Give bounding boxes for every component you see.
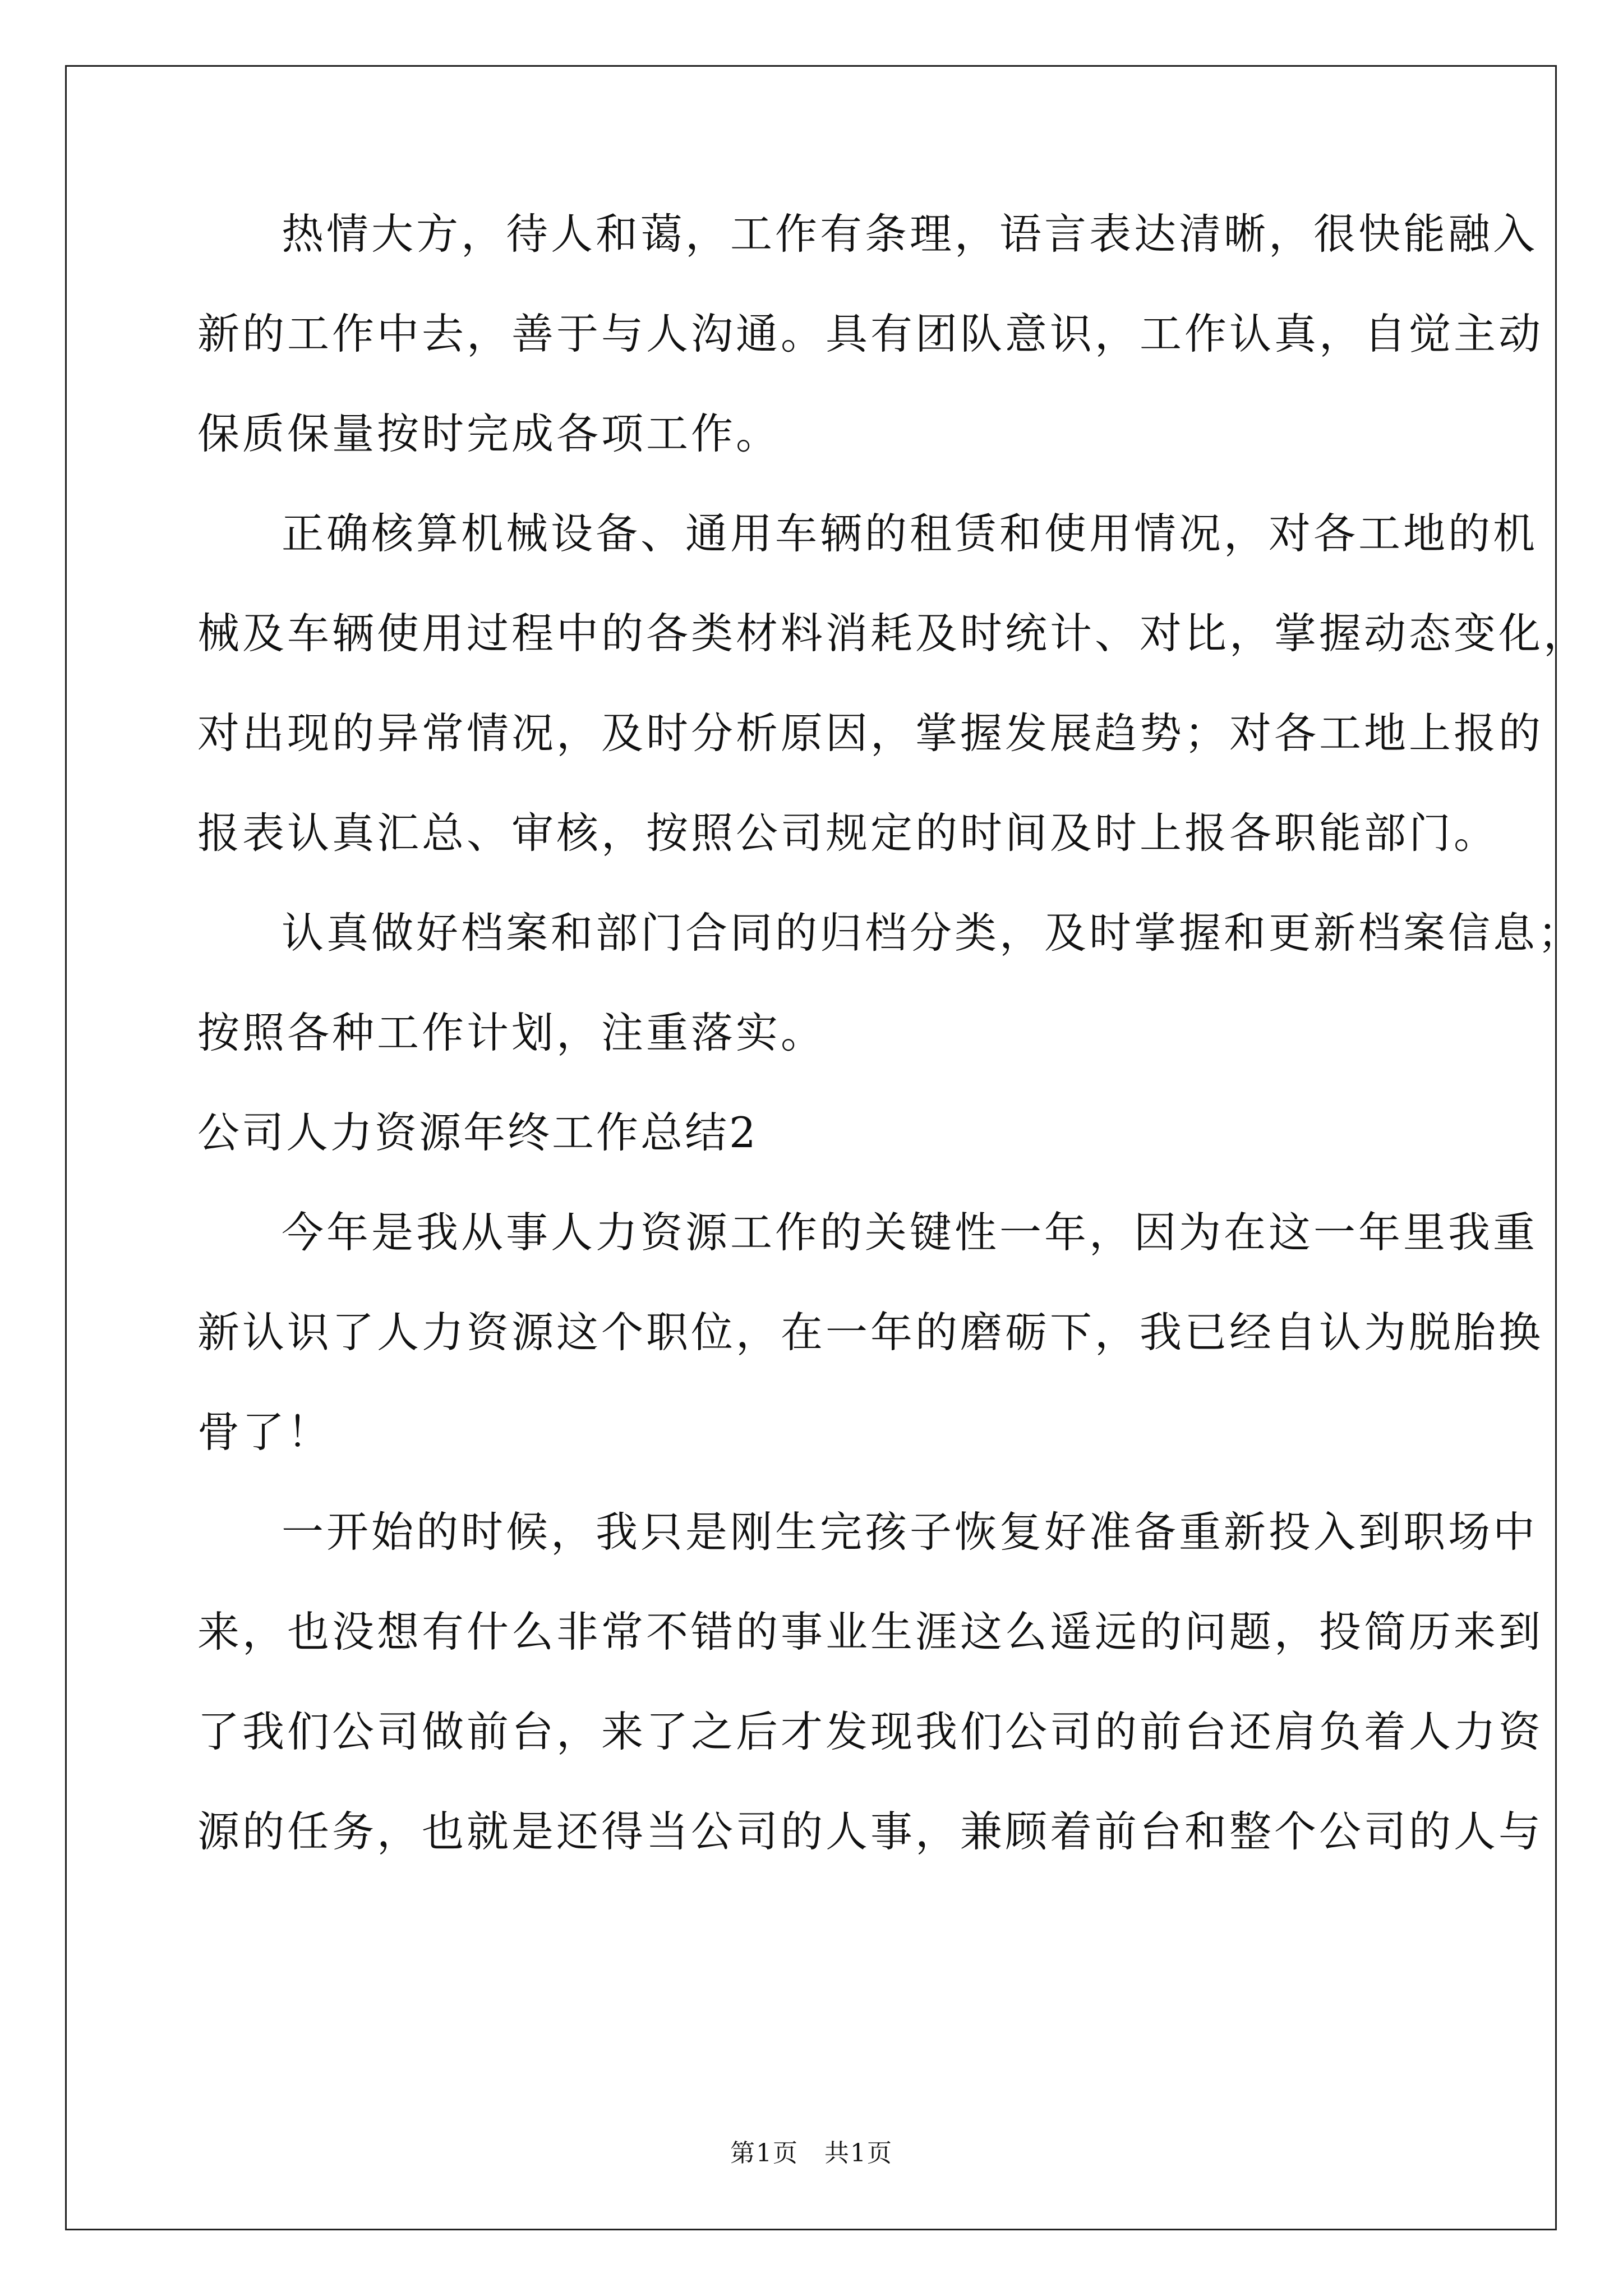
paragraph-line: 对出现的异常情况，及时分析原因，掌握发展趋势；对各工地上报的 [197, 708, 1544, 758]
paragraph-line: 热情大方，待人和蔼，工作有条理，语言表达清晰，很快能融入 [282, 209, 1538, 259]
paragraph-line: 一开始的时候，我只是刚生完孩子恢复好准备重新投入到职场中 [282, 1507, 1538, 1557]
paragraph-line: 正确核算机械设备、通用车辆的租赁和使用情况，对各工地的机 [282, 509, 1538, 558]
paragraph-line: 源的任务，也就是还得当公司的人事，兼顾着前台和整个公司的人与 [197, 1807, 1544, 1856]
paragraph-line: 械及车辆使用过程中的各类材料消耗及时统计、对比，掌握动态变化， [197, 609, 1589, 658]
paragraph-line: 认真做好档案和部门合同的归档分类，及时掌握和更新档案信息； [282, 908, 1583, 958]
paragraph-line: 按照各种工作计划，注重落实。 [197, 1008, 826, 1057]
paragraph-line: 来，也没想有什么非常不错的事业生涯这么遥远的问题，投简历来到 [197, 1607, 1544, 1657]
paragraph-line: 新认识了人力资源这个职位，在一年的磨砺下，我已经自认为脱胎换 [197, 1308, 1544, 1357]
page-footer: 第1页 共1页 [730, 2139, 893, 2168]
paragraph-line: 骨了！ [197, 1407, 333, 1457]
paragraph-line: 保质保量按时完成各项工作。 [197, 409, 781, 458]
section-heading: 公司人力资源年终工作总结2 [197, 1108, 758, 1157]
paragraph-line: 了我们公司做前台，来了之后才发现我们公司的前台还肩负着人力资 [197, 1707, 1544, 1756]
paragraph-line: 今年是我从事人力资源工作的关键性一年，因为在这一年里我重 [282, 1208, 1538, 1257]
paragraph-line: 报表认真汇总、审核，按照公司规定的时间及时上报各职能部门。 [197, 808, 1499, 858]
paragraph-line: 新的工作中去，善于与人沟通。具有团队意识，工作认真，自觉主动 [197, 309, 1544, 358]
